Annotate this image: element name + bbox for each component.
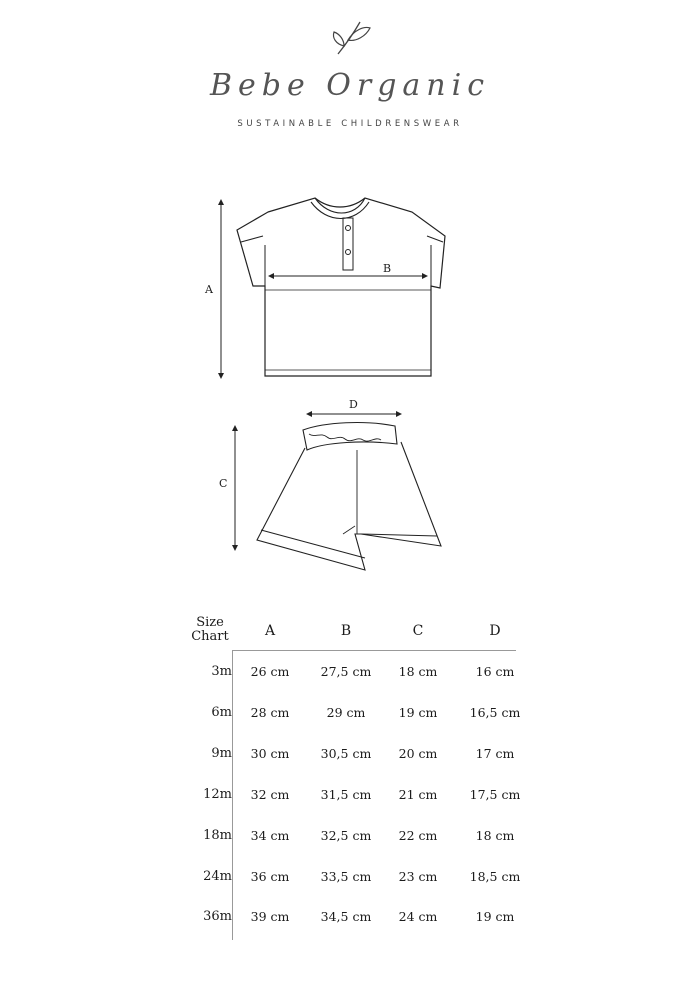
shorts-diagram [215,392,455,582]
size-cell: 12m [203,787,232,802]
column-header-b: B [340,623,352,639]
cell-d: 17 cm [475,746,515,761]
size-cell: 36m [203,909,232,924]
cell-b: 29 cm [326,705,366,720]
table-row [180,785,530,805]
corner-label-line1: Size [196,615,224,630]
table-row [180,826,530,846]
size-cell: 9m [211,746,232,761]
cell-d: 18,5 cm [469,869,521,884]
table-row [180,703,530,723]
brand-name: Bebe Organic [209,68,491,103]
size-chart-corner-label [180,616,240,644]
size-cell: 6m [211,705,232,720]
cell-c: 21 cm [398,787,438,802]
cell-d: 18 cm [475,828,515,843]
cell-d: 16 cm [475,664,515,679]
cell-b: 34,5 cm [320,909,372,924]
cell-c: 20 cm [398,746,438,761]
cell-a: 39 cm [250,909,290,924]
table-row [180,907,530,927]
leaf-logo-icon [326,14,376,58]
column-header-a: A [264,623,276,639]
top-height-label: A [205,283,213,296]
cell-b: 33,5 cm [320,869,372,884]
cell-a: 30 cm [250,746,290,761]
size-cell: 24m [203,869,232,884]
cell-c: 24 cm [398,909,438,924]
table-row [180,867,530,887]
cell-c: 19 cm [398,705,438,720]
table-row [180,662,530,682]
size-cell: 3m [211,664,232,679]
cell-b: 31,5 cm [320,787,372,802]
cell-a: 28 cm [250,705,290,720]
tshirt-diagram [195,190,465,390]
cell-b: 27,5 cm [320,664,372,679]
brand-tagline: SUSTAINABLE CHILDRENSWEAR [237,119,463,129]
column-header-c: C [412,623,424,639]
table-row [180,744,530,764]
cell-d: 16,5 cm [469,705,521,720]
cell-c: 22 cm [398,828,438,843]
cell-c: 18 cm [398,664,438,679]
shorts-waist-label: D [349,398,358,411]
cell-b: 30,5 cm [320,746,372,761]
top-width-label: B [383,262,392,275]
size-cell: 18m [203,828,232,843]
cell-d: 17,5 cm [469,787,521,802]
cell-a: 36 cm [250,869,290,884]
cell-a: 26 cm [250,664,290,679]
shorts-height-label: C [219,477,228,490]
cell-d: 19 cm [475,909,515,924]
header-divider [232,650,516,651]
cell-c: 23 cm [398,869,438,884]
cell-a: 34 cm [250,828,290,843]
corner-label-line2: Chart [191,629,229,644]
cell-b: 32,5 cm [320,828,372,843]
column-header-d: D [489,623,501,639]
size-chart-table [180,612,530,942]
cell-a: 32 cm [250,787,290,802]
